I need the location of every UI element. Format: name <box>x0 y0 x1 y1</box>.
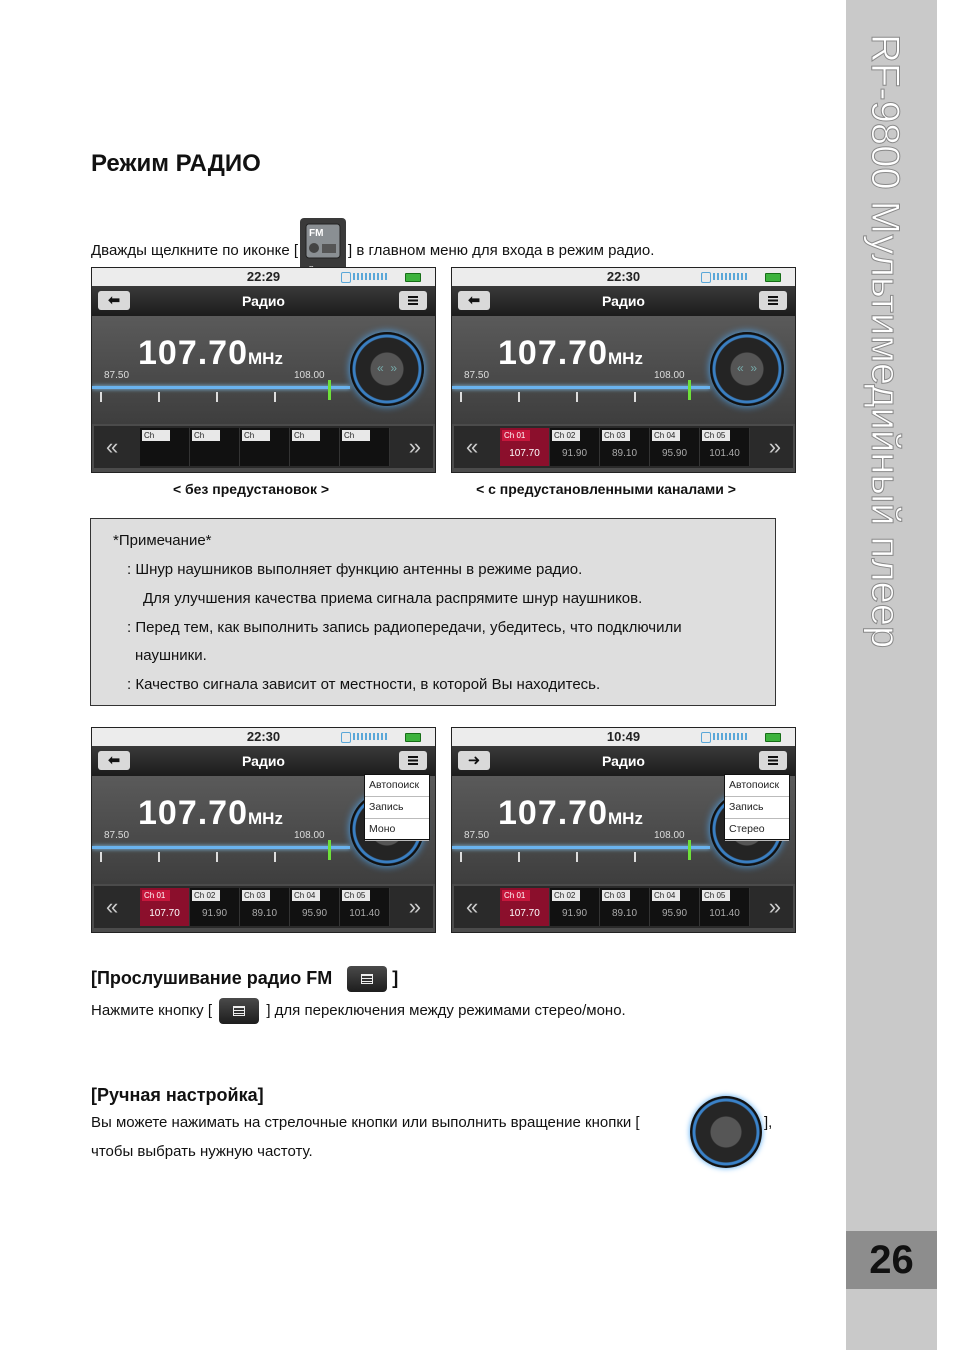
intro-after: ] в главном меню для входа в режим радио. <box>348 241 655 259</box>
menu-button-icon <box>347 966 387 992</box>
tuning-scale <box>460 852 690 862</box>
channel-label: Ch 02 <box>552 890 580 901</box>
channel-frequency: 89.10 <box>251 908 278 919</box>
channel-label: Ch 04 <box>292 890 320 901</box>
range-high: 108.00 <box>654 370 685 381</box>
channel-preset[interactable] <box>500 888 550 926</box>
radio-screen-no-presets <box>91 267 436 473</box>
channel-frequency: 107.70 <box>509 908 540 919</box>
next-icon[interactable]: » <box>768 894 781 919</box>
previous-icon[interactable]: « <box>466 434 479 459</box>
side-title-text: RF-9800 Мультимедийный плеер <box>863 34 907 649</box>
side-title <box>850 30 930 670</box>
channel-preset[interactable] <box>240 888 290 926</box>
range-high: 108.00 <box>294 830 325 841</box>
range-low: 87.50 <box>464 830 490 841</box>
next-icon[interactable]: » <box>768 434 781 459</box>
channel-label: Ch 03 <box>602 890 630 901</box>
channel-frequency: 107.70 <box>149 908 180 919</box>
channel-preset[interactable] <box>190 428 240 466</box>
channel-frequency: 101.40 <box>349 908 380 919</box>
frequency-display <box>138 334 283 373</box>
tuning-line <box>92 846 350 849</box>
battery-icon <box>405 273 421 282</box>
channel-preset[interactable] <box>340 888 390 926</box>
channel-frequency: 107.70 <box>509 448 540 459</box>
range-low: 87.50 <box>104 370 130 381</box>
jog-knob-icon <box>690 1096 762 1168</box>
tuning-scale <box>100 852 330 862</box>
next-icon[interactable]: » <box>408 434 421 459</box>
manual-heading: [Ручная настройка] <box>91 1085 264 1105</box>
menu-item[interactable]: Моно <box>365 819 429 841</box>
channel-frequency: 95.90 <box>661 448 688 459</box>
note-line: Для улучшения качества приема сигнала распрямите шнур наушников. <box>143 590 643 607</box>
radio-screen-menu-mono <box>91 727 436 933</box>
manual-line1-end: ], <box>764 1114 773 1131</box>
frequency-unit: MHz <box>248 349 283 368</box>
options-menu <box>724 774 790 840</box>
arrow-right-icon[interactable]: ➜ <box>458 751 490 770</box>
channel-preset[interactable] <box>140 888 190 926</box>
channel-preset[interactable] <box>140 428 190 466</box>
channel-label: Ch <box>142 430 170 441</box>
screen-title: Радио <box>242 293 285 309</box>
range-high: 108.00 <box>654 830 685 841</box>
volume-icon <box>341 732 351 743</box>
channel-label: Ch 03 <box>242 890 270 901</box>
menu-button-icon <box>219 998 259 1024</box>
note-line: : Шнур наушников выполняет функцию антенны в режиме радио. <box>127 561 583 578</box>
listen-text-after: ] для переключения между режимами стерео/моно. <box>266 1001 626 1019</box>
range-high: 108.00 <box>294 370 325 381</box>
volume-level <box>353 273 387 280</box>
channel-preset[interactable] <box>600 428 650 466</box>
page-number: 26 <box>846 1231 937 1289</box>
channel-label: Ch 02 <box>552 430 580 441</box>
frequency-marker <box>688 380 691 400</box>
frequency-marker <box>688 840 691 860</box>
frequency-display <box>498 794 643 833</box>
channel-frequency: 91.90 <box>561 908 588 919</box>
battery-icon <box>765 733 781 742</box>
frequency-unit: MHz <box>608 349 643 368</box>
manual-line2: чтобы выбрать нужную частоту. <box>91 1143 313 1160</box>
tuning-knob[interactable] <box>350 332 424 406</box>
battery-icon <box>405 733 421 742</box>
screen-title: Радио <box>602 753 645 769</box>
channel-preset[interactable] <box>550 888 600 926</box>
tuning-line <box>452 386 710 389</box>
frequency-value: 107.70 <box>498 794 608 832</box>
range-low: 87.50 <box>104 830 130 841</box>
caption-presets: < с предустановленными каналами > <box>476 481 736 497</box>
channel-label: Ch 03 <box>602 430 630 441</box>
screen-title: Радио <box>602 293 645 309</box>
radio-screen-presets <box>451 267 796 473</box>
menu-item[interactable]: Автопоиск <box>365 775 429 797</box>
note-line: : Перед тем, как выполнить запись радиопередачи, убедитесь, что подключили <box>127 619 682 636</box>
menu-button[interactable] <box>759 751 787 770</box>
clock: 22:29 <box>246 269 281 284</box>
page-title: Режим РАДИО <box>91 150 261 177</box>
channel-frequency: 95.90 <box>301 908 328 919</box>
clock: 22:30 <box>246 729 281 744</box>
tuning-line <box>92 386 350 389</box>
previous-icon[interactable]: « <box>466 894 479 919</box>
tuning-scale <box>100 392 330 402</box>
radio-screen-menu-stereo <box>451 727 796 933</box>
volume-icon <box>341 272 351 283</box>
listen-text <box>91 998 626 1024</box>
clock: 10:49 <box>606 729 641 744</box>
channel-preset[interactable] <box>650 428 700 466</box>
frequency-display <box>138 794 283 833</box>
channel-label: Ch 04 <box>652 890 680 901</box>
intro-before: Дважды щелкните по иконке [ <box>91 241 299 259</box>
channel-label: Ch 01 <box>142 890 170 901</box>
manual-line1: Вы можете нажимать на стрелочные кнопки или выполнить вращение кнопки [ <box>91 1114 640 1131</box>
arrow-left-icon[interactable]: ⬅ <box>458 291 490 310</box>
channel-preset[interactable] <box>600 888 650 926</box>
channel-label: Ch <box>292 430 320 441</box>
channel-frequency: 89.10 <box>611 908 638 919</box>
next-icon[interactable]: » <box>408 894 421 919</box>
frequency-marker <box>328 380 331 400</box>
tuning-knob[interactable] <box>710 332 784 406</box>
volume-level <box>353 733 387 740</box>
channel-preset[interactable] <box>550 428 600 466</box>
clock: 22:30 <box>606 269 641 284</box>
range-low: 87.50 <box>464 370 490 381</box>
channel-label: Ch 05 <box>342 890 370 901</box>
tuning-line <box>452 846 710 849</box>
channel-preset[interactable] <box>240 428 290 466</box>
menu-item[interactable]: Автопоиск <box>725 775 789 797</box>
channel-preset[interactable] <box>700 888 750 926</box>
radio-icon-label: FM <box>309 228 324 239</box>
frequency-unit: MHz <box>608 809 643 828</box>
options-menu <box>364 774 430 840</box>
channel-frequency: 101.40 <box>709 448 740 459</box>
volume-icon <box>701 272 711 283</box>
channel-label: Ch 01 <box>502 890 530 901</box>
frequency-value: 107.70 <box>138 334 248 372</box>
listen-heading-end: ] <box>392 967 399 988</box>
channel-label: Ch 01 <box>502 430 530 441</box>
channel-label: Ch <box>192 430 220 441</box>
channel-preset[interactable] <box>190 888 240 926</box>
battery-icon <box>765 273 781 282</box>
arrow-left-icon[interactable]: ⬅ <box>98 751 130 770</box>
menu-item[interactable]: Стерео <box>725 819 789 841</box>
channel-label: Ch 02 <box>192 890 220 901</box>
channel-frequency: 91.90 <box>201 908 228 919</box>
channel-preset[interactable] <box>340 428 390 466</box>
frequency-value: 107.70 <box>498 334 608 372</box>
note-line: наушники. <box>135 647 207 664</box>
channel-frequency: 91.90 <box>561 448 588 459</box>
volume-level <box>713 273 747 280</box>
frequency-display <box>498 334 643 373</box>
listen-heading-text: [Прослушивание радио FM <box>91 967 333 988</box>
menu-item[interactable]: Запись <box>725 797 789 819</box>
menu-button[interactable] <box>759 291 787 310</box>
frequency-unit: MHz <box>248 809 283 828</box>
channel-preset[interactable] <box>650 888 700 926</box>
menu-item[interactable]: Запись <box>365 797 429 819</box>
note-title: *Примечание* <box>113 532 212 549</box>
menu-button[interactable] <box>399 291 427 310</box>
channel-frequency: 95.90 <box>661 908 688 919</box>
channel-preset[interactable] <box>500 428 550 466</box>
tuning-scale <box>460 392 690 402</box>
volume-level <box>713 733 747 740</box>
previous-icon[interactable]: « <box>106 894 119 919</box>
channel-preset[interactable] <box>290 888 340 926</box>
listen-text-before: Нажмите кнопку [ <box>91 1001 212 1019</box>
channel-frequency: 89.10 <box>611 448 638 459</box>
volume-icon <box>701 732 711 743</box>
channel-label: Ch 05 <box>702 430 730 441</box>
channel-frequency: 101.40 <box>709 908 740 919</box>
channel-label: Ch 05 <box>702 890 730 901</box>
frequency-value: 107.70 <box>138 794 248 832</box>
channel-preset[interactable] <box>700 428 750 466</box>
listen-heading <box>91 966 398 992</box>
channel-label: Ch <box>342 430 370 441</box>
channel-label: Ch 04 <box>652 430 680 441</box>
previous-icon[interactable]: « <box>106 434 119 459</box>
channel-label: Ch <box>242 430 270 441</box>
screen-title: Радио <box>242 753 285 769</box>
caption-no-presets: < без предустановок > <box>172 481 330 497</box>
note-box <box>90 518 776 706</box>
note-line: : Качество сигнала зависит от местности, в которой Вы находитесь. <box>127 676 601 693</box>
menu-button[interactable] <box>399 751 427 770</box>
arrow-left-icon[interactable]: ⬅ <box>98 291 130 310</box>
frequency-marker <box>328 840 331 860</box>
channel-preset[interactable] <box>290 428 340 466</box>
